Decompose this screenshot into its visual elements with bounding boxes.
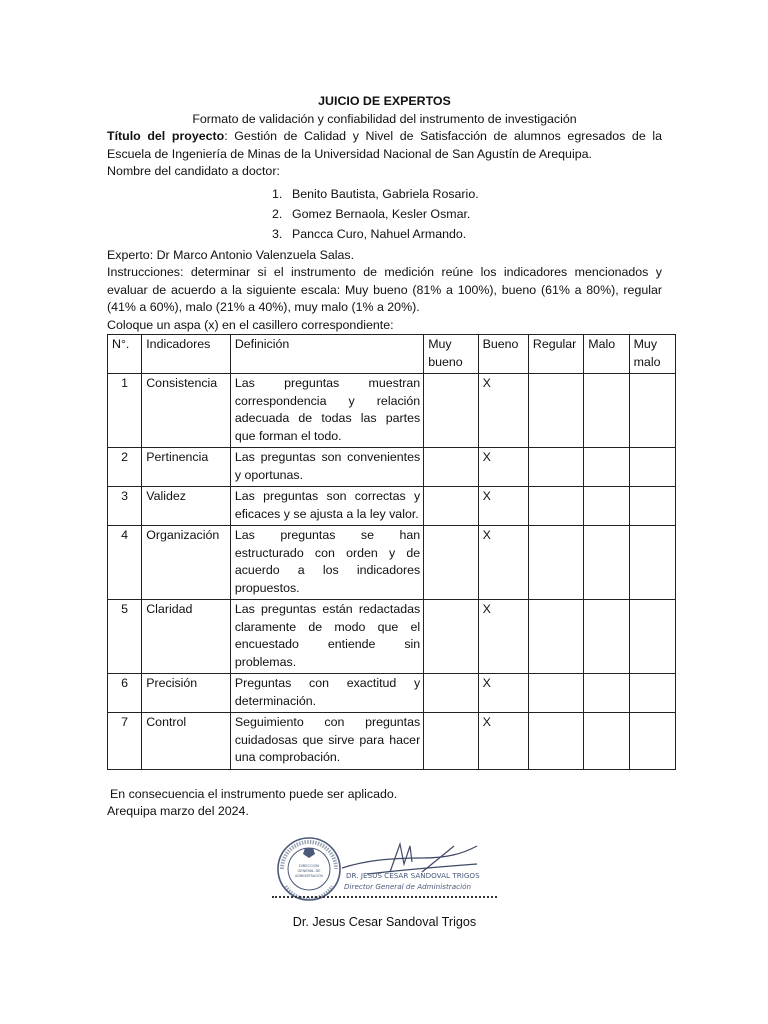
list-item: 3. Pancca Curo, Nahuel Armando. [272, 226, 467, 241]
instructions: Instrucciones: determinar si el instrumento de medición reúne los indicadores mencionados y evaluar de acuerdo a la siguiente escala: Muy bueno (81% a 100%), bueno (61% a 80%), regular (41% a 60%), malo (21% a 40%), muy malo (1% a 20%). [107, 265, 662, 314]
place-mark-instruction: Coloque un aspa (x) en el casillero correspondiente: [107, 317, 394, 332]
svg-text:DIRECCIÓN: DIRECCIÓN [298, 864, 320, 868]
candidates-list [107, 184, 662, 244]
page-title: JUICIO DE EXPERTOS [318, 94, 451, 108]
institution-seal-icon [278, 838, 340, 900]
signer-name: Dr. Jesus Cesar Sandoval Trigos [292, 915, 477, 929]
header-cell: Muy malo [629, 335, 675, 374]
table-header-row [108, 335, 676, 374]
table-row: 7 Control Seguimiento con preguntas cuidadosas que sirve para hacer una comprobación. X [108, 713, 676, 770]
header-cell: Regular [528, 335, 583, 374]
project-text: : Gestión de Calidad y Nivel de Satisfacción de alumnos egresados de la Escuela de Ingeniería de Minas de la Universidad Nacional de San Agustín de Arequipa. [107, 129, 662, 161]
table-row: 3 Validez Las preguntas son correctas y eficaces y se ajusta a la ley valor. X [108, 487, 676, 526]
table-row: 2 Pertinencia Las preguntas son convenientes y oportunas. X [108, 448, 676, 487]
svg-text:ADMINISTRACIÓN: ADMINISTRACIÓN [295, 874, 323, 878]
handwritten-signature [342, 844, 477, 874]
stamp-role: Director General de Administración [344, 882, 472, 891]
evaluation-table [107, 334, 676, 770]
table-row: 4 Organización Las preguntas se han estructurado con orden y de acuerdo a los indicadores propuestos. X [108, 526, 676, 600]
project-title [107, 128, 662, 163]
signature-stamp [272, 834, 502, 914]
svg-text:GENERAL DE: GENERAL DE [297, 869, 321, 873]
header-cell: N°. [108, 335, 142, 374]
seal-and-signature [272, 834, 502, 904]
expert-line: Experto: Dr Marco Antonio Valenzuela Salas. [107, 247, 355, 262]
list-item: 2. Gomez Bernaola, Kesler Osmar. [272, 206, 471, 221]
candidates-label: Nombre del candidato a doctor: [107, 164, 280, 178]
page-subtitle: Formato de validación y confiabilidad del instrumento de investigación [192, 111, 577, 126]
table-row: 1 Consistencia Las preguntas muestran correspondencia y relación adecuada de todas las partes que forman el todo. X [108, 374, 676, 448]
project-label: Título del proyecto [107, 129, 225, 143]
header-cell: Indicadores [142, 335, 231, 374]
stamp-name: DR. JESUS CESAR SANDOVAL TRIGOS [346, 871, 480, 880]
table-row: 6 Precisión Preguntas con exactitud y determinación. X [108, 674, 676, 713]
table-row: 5 Claridad Las preguntas están redactadas claramente de modo que el encuestado entiende sin problemas. X [108, 600, 676, 674]
header-cell: Muy bueno [424, 335, 478, 374]
header-cell: Bueno [478, 335, 528, 374]
signature-line [272, 896, 497, 898]
document-page [107, 93, 662, 821]
header-cell: Definición [230, 335, 423, 374]
list-item: 1. Benito Bautista, Gabriela Rosario. [272, 186, 479, 201]
conclusion: En consecuencia el instrumento puede ser aplicado. [110, 786, 398, 801]
header-cell: Malo [584, 335, 629, 374]
place-date: Arequipa marzo del 2024. [107, 804, 249, 818]
